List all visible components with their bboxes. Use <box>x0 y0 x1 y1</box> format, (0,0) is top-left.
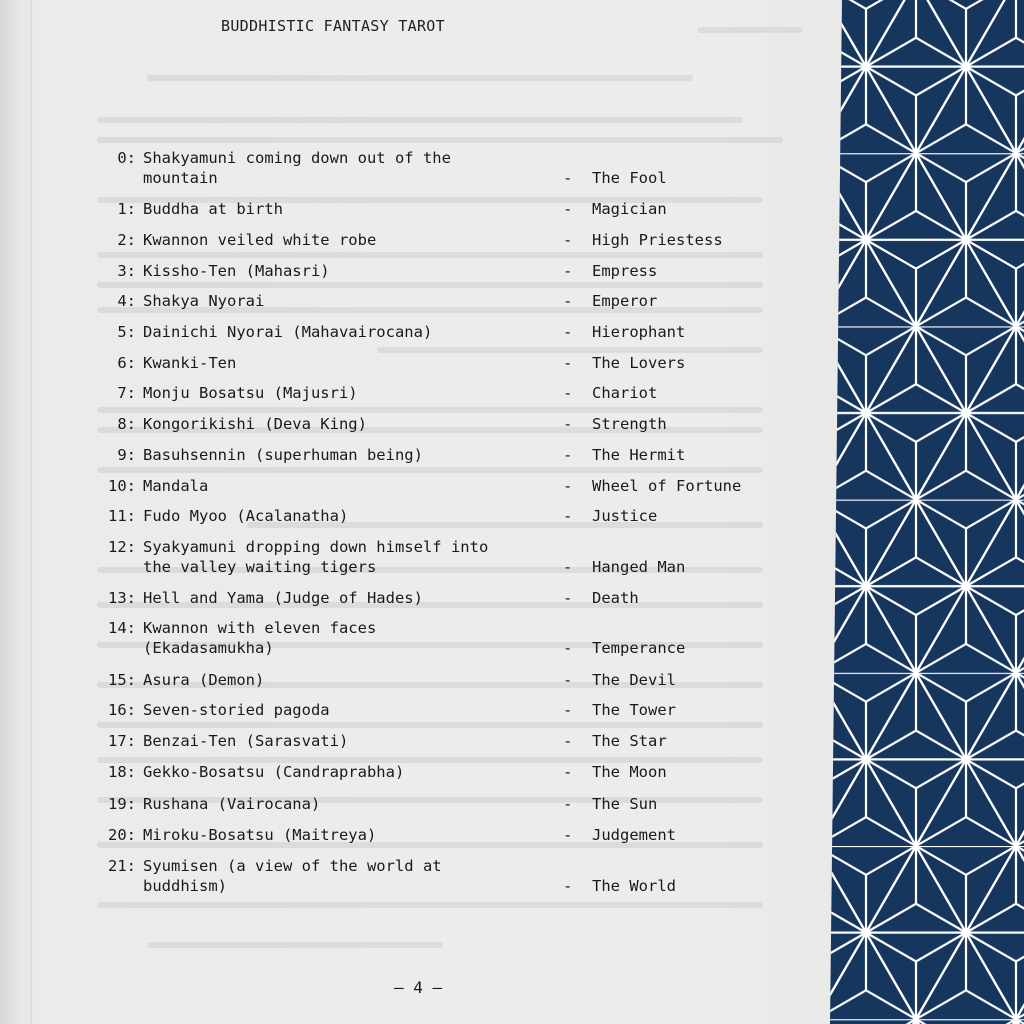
entry-dash: - <box>563 231 573 249</box>
entry-dash: - <box>563 639 573 657</box>
entry-number: 4: <box>117 292 136 310</box>
entry-dash: - <box>563 169 573 187</box>
entry-dash: - <box>563 826 573 844</box>
arcana-name: Hierophant <box>592 323 686 341</box>
entry-dash: - <box>563 477 573 495</box>
entry-dash: - <box>563 701 573 719</box>
entry-number: 20: <box>108 826 136 844</box>
entry-dash: - <box>563 446 573 464</box>
card-name: Gekko-Bosatsu (Candraprabha) <box>143 763 405 781</box>
entry-number: 9: <box>117 446 136 464</box>
arcana-name: The Fool <box>592 169 667 187</box>
entry-dash: - <box>563 877 573 895</box>
card-name: Rushana (Vairocana) <box>143 795 321 813</box>
entry-number: 6: <box>117 354 136 372</box>
arcana-name: Temperance <box>592 639 686 657</box>
card-name: Fudo Myoo (Acalanatha) <box>143 507 349 525</box>
arcana-name: Emperor <box>592 292 658 310</box>
entry-dash: - <box>563 323 573 341</box>
arcana-name: Judgement <box>592 826 676 844</box>
card-name: Shakya Nyorai <box>143 292 265 310</box>
arcana-name: Empress <box>592 262 658 280</box>
card-name: Kwannon with eleven faces (Ekadasamukha) <box>143 619 377 657</box>
arcana-name: High Priestess <box>592 231 723 249</box>
entry-dash: - <box>563 507 573 525</box>
arcana-name: Death <box>592 589 639 607</box>
card-name: Syumisen (a view of the world at buddhism) <box>143 857 442 895</box>
entry-number: 14: <box>108 619 136 637</box>
entry-dash: - <box>563 671 573 689</box>
entry-number: 1: <box>117 200 136 218</box>
entry-number: 8: <box>117 415 136 433</box>
entry-number: 0: <box>117 149 136 167</box>
page-number: — 4 — <box>394 978 443 997</box>
entry-dash: - <box>563 589 573 607</box>
entry-number: 7: <box>117 384 136 402</box>
document-title: BUDDHISTIC FANTASY TAROT <box>221 17 445 35</box>
entry-dash: - <box>563 558 573 576</box>
card-name: Benzai-Ten (Sarasvati) <box>143 732 349 750</box>
entry-dash: - <box>563 732 573 750</box>
card-name: Syakyamuni dropping down himself into the valley waiting tigers <box>143 538 489 576</box>
card-name: Kissho-Ten (Mahasri) <box>143 262 330 280</box>
entry-number: 17: <box>108 732 136 750</box>
entry-dash: - <box>563 415 573 433</box>
asanoha-pattern-panel <box>830 0 1024 1024</box>
page-fold <box>30 0 32 1024</box>
card-name: Kwanki-Ten <box>143 354 237 372</box>
arcana-name: Chariot <box>592 384 658 402</box>
arcana-name: Justice <box>592 507 658 525</box>
arcana-name: The Hermit <box>592 446 686 464</box>
card-name: Asura (Demon) <box>143 671 265 689</box>
card-name: Shakyamuni coming down out of the mountain <box>143 149 451 187</box>
entry-dash: - <box>563 200 573 218</box>
entry-number: 19: <box>108 795 136 813</box>
entry-dash: - <box>563 354 573 372</box>
card-name: Kongorikishi (Deva King) <box>143 415 367 433</box>
entry-number: 11: <box>108 507 136 525</box>
entry-number: 16: <box>108 701 136 719</box>
arcana-name: The Star <box>592 732 667 750</box>
card-name: Buddha at birth <box>143 200 283 218</box>
arcana-name: Hanged Man <box>592 558 686 576</box>
entry-number: 21: <box>108 857 136 875</box>
entry-number: 2: <box>117 231 136 249</box>
entry-number: 18: <box>108 763 136 781</box>
arcana-name: Magician <box>592 200 667 218</box>
card-name: Dainichi Nyorai (Mahavairocana) <box>143 323 433 341</box>
card-name: Seven-storied pagoda <box>143 701 330 719</box>
pattern-icon <box>830 0 1024 1024</box>
arcana-name: The Sun <box>592 795 658 813</box>
arcana-name: The Moon <box>592 763 667 781</box>
card-name: Monju Bosatsu (Majusri) <box>143 384 358 402</box>
card-name: Kwannon veiled white robe <box>143 231 377 249</box>
entry-dash: - <box>563 384 573 402</box>
card-name: Miroku-Bosatsu (Maitreya) <box>143 826 377 844</box>
entry-number: 10: <box>108 477 136 495</box>
arcana-name: The World <box>592 877 676 895</box>
card-name: Hell and Yama (Judge of Hades) <box>143 589 423 607</box>
entry-dash: - <box>563 292 573 310</box>
arcana-name: Wheel of Fortune <box>592 477 742 495</box>
card-name: Basuhsennin (superhuman being) <box>143 446 423 464</box>
entry-dash: - <box>563 262 573 280</box>
entry-number: 15: <box>108 671 136 689</box>
arcana-name: The Devil <box>592 671 676 689</box>
entry-dash: - <box>563 763 573 781</box>
entry-number: 13: <box>108 589 136 607</box>
entry-number: 3: <box>117 262 136 280</box>
card-name: Mandala <box>143 477 209 495</box>
arcana-name: Strength <box>592 415 667 433</box>
entry-dash: - <box>563 795 573 813</box>
arcana-name: The Lovers <box>592 354 686 372</box>
entry-number: 5: <box>117 323 136 341</box>
arcana-name: The Tower <box>592 701 676 719</box>
entry-number: 12: <box>108 538 136 556</box>
